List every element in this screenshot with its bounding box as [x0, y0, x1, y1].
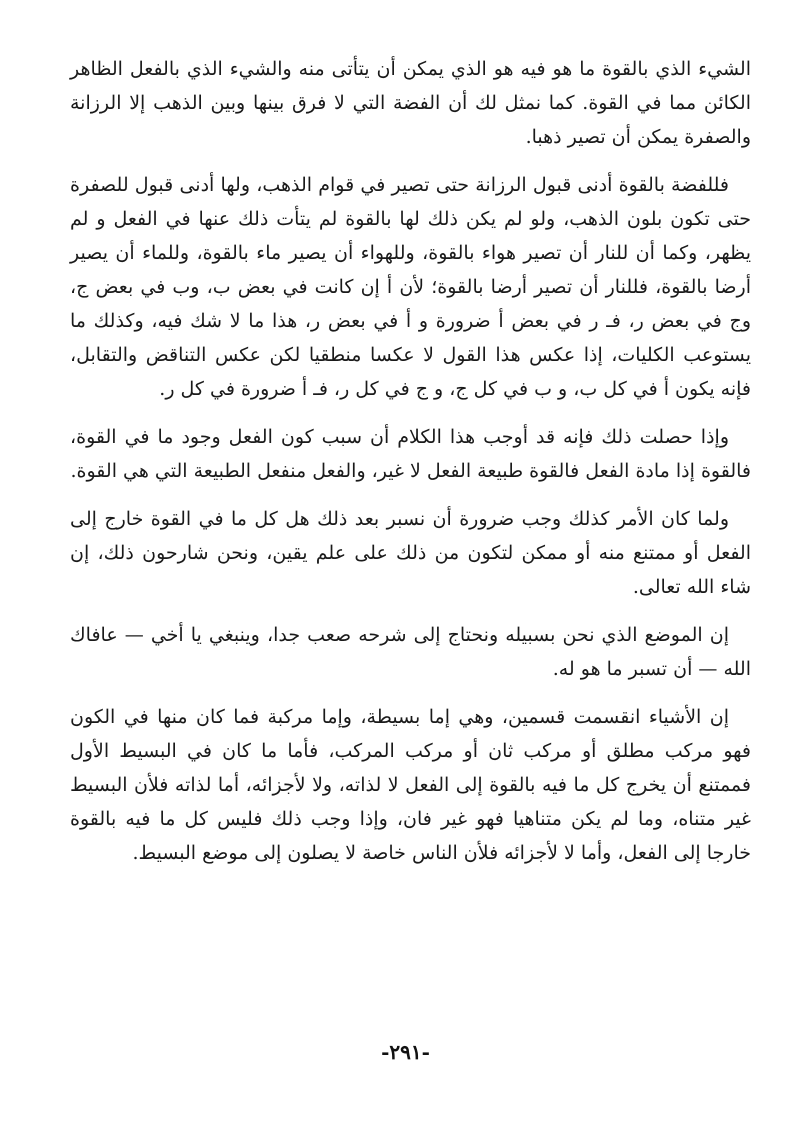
paragraph-1: الشيء الذي بالقوة ما هو فيه هو الذي يمكن أن يتأتى منه والشيء الذي بالفعل الظاهر الكائن مما في القوة. كما نمثل لك أن الفضة التي لا فرق بينها وبين الذهب إلا الرزانة والصفرة يمكن أن تصير ذهبا. [70, 58, 751, 148]
paragraph-3: وإذا حصلت ذلك فإنه قد أوجب هذا الكلام أن سبب كون الفعل وجود ما في القوة، فالقوة إذا مادة الفعل فالقوة طبيعة الفعل لا غير، والفعل منفعل الطبيعة التي هي القوة. [70, 426, 751, 482]
paragraph-5: إن الموضع الذي نحن بسبيله ونحتاج إلى شرحه صعب جدا، وينبغي يا أخي — عافاك الله — أن تسبر ما هو له. [70, 624, 751, 680]
body-text [70, 52, 751, 884]
paragraph-4: ولما كان الأمر كذلك وجب ضرورة أن نسبر بعد ذلك هل كل ما في القوة خارج إلى الفعل أو ممتنع منه أو ممكن لتكون من ذلك على علم يقين، ونحن شارحون ذلك، إن شاء الله تعالى. [70, 508, 751, 598]
page-number: -٢٩١- [381, 1040, 430, 1064]
paragraph-2: فللفضة بالقوة أدنى قبول الرزانة حتى تصير في قوام الذهب، ولها أدنى قبول للصفرة حتى تكون بلون الذهب، ولو لم يكن ذلك لها بالقوة لم يتأت ذلك عنها في الفعل و لم يظهر، وكما أن للنار أن تصير هواء بالقوة، وللهواء أن يصير ماء بالقوة، وللماء أن يصير أرضا بالقوة، فللنار أن تصير أرضا بالقوة؛ لأن أ إن كانت في بعض ب، وب في بعض ج، وج في بعض ر، فـ ر في بعض أ ضرورة و أ في بعض ر، هذا ما لا شك فيه، وكذلك ما يستوعب الكليات، إذا عكس هذا القول لا عكسا منطقيا لكن عكس التناقض والتقابل، فإنه يكون أ في كل ب، و ب في كل ج، و ج في كل ر، فـ أ ضرورة في كل ر. [70, 174, 751, 400]
paragraph-6: إن الأشياء انقسمت قسمين، وهي إما بسيطة، وإما مركبة فما كان منها في الكون فهو مركب مطلق أو مركب ثان أو مركب المركب، فأما ما كان في البسيط الأول فممتنع أن يخرج كل ما فيه بالقوة إلى الفعل لا لذاته، ولا لأجزائه، أما لذاته فلأن البسيط غير متناه، وما لم يكن متناهيا فهو غير فان، وإذا وجب ذلك فليس كل ما فيه بالقوة خارجا إلى الفعل، وأما لا لأجزائه فلأن الناس خاصة لا يصلون إلى موضع البسيط. [70, 706, 751, 864]
